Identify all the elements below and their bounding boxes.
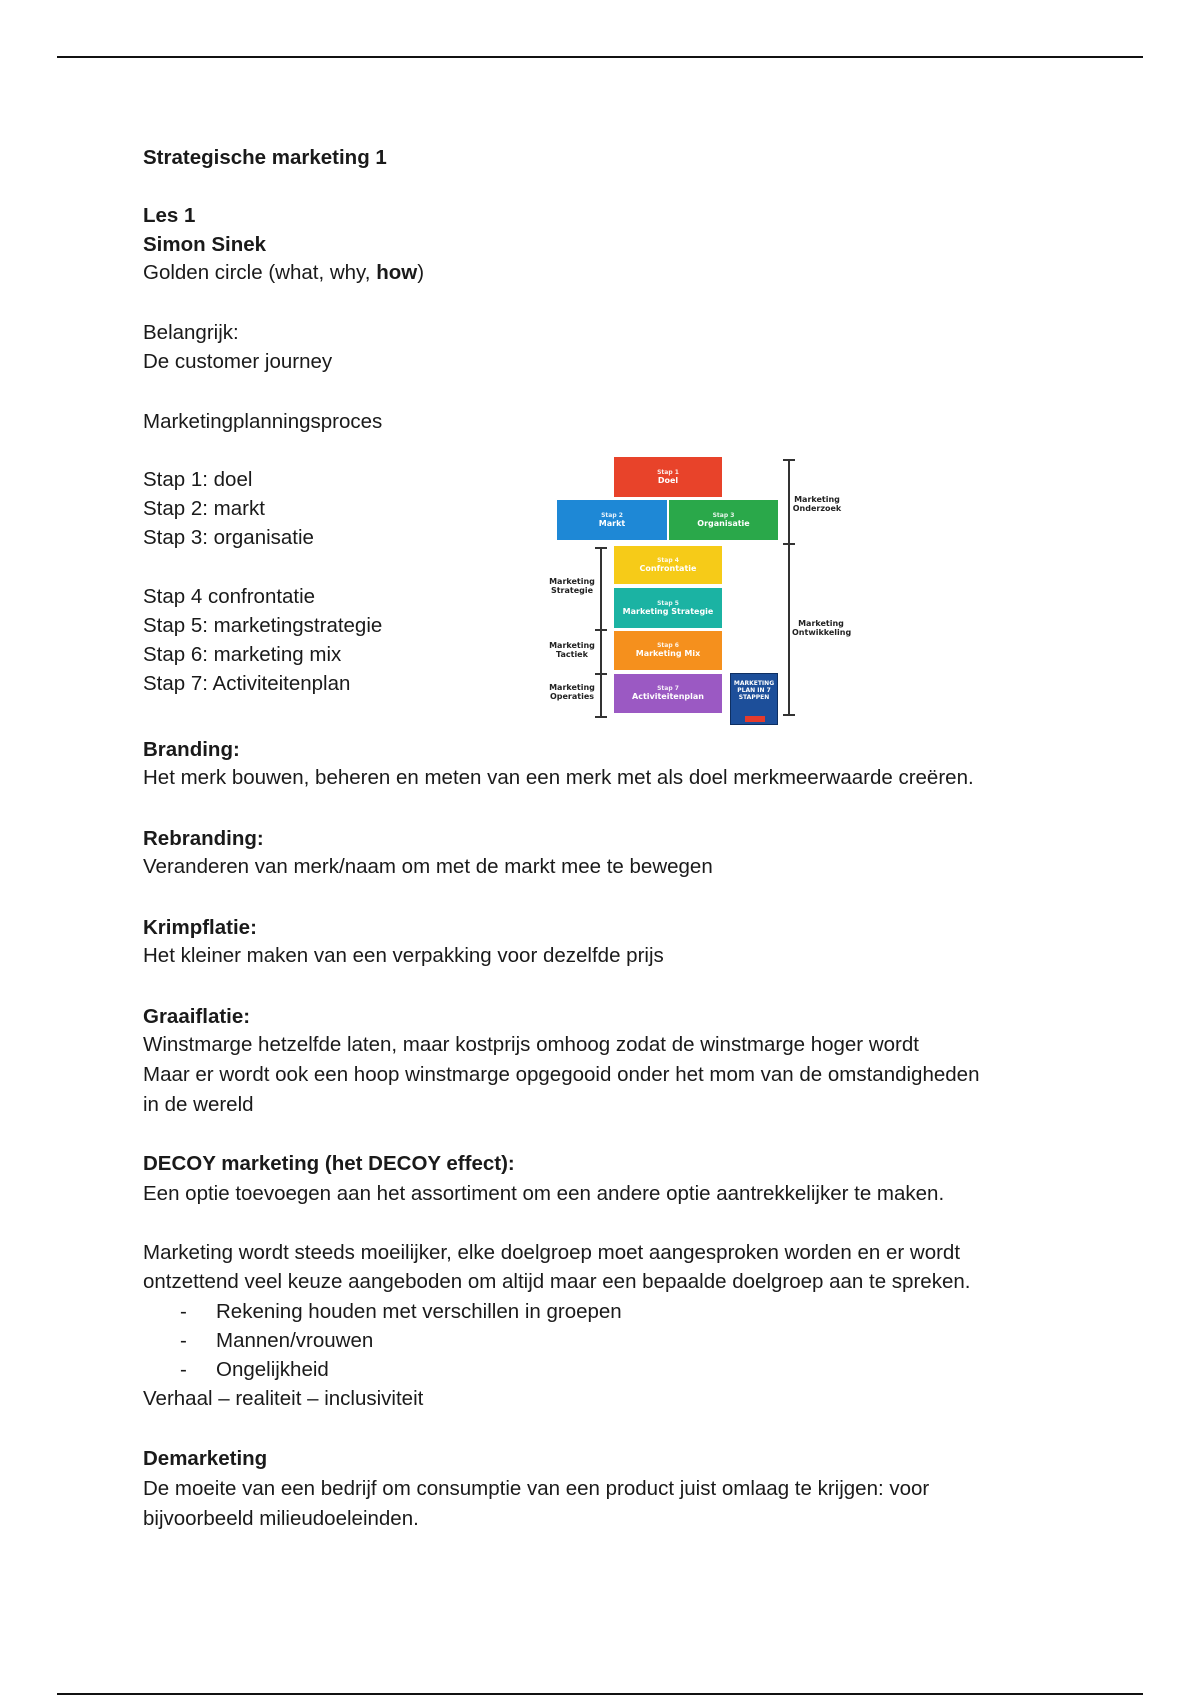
diagram-step-label: Stap 4 <box>657 556 679 564</box>
difficulty-text: ontzettend veel keuze aangeboden om altijd maar een bepaalde doelgroep aan te spreken. <box>143 1270 971 1293</box>
diagram-step-name: Activiteitenplan <box>632 692 704 701</box>
document-title: Strategische marketing 1 <box>143 146 387 169</box>
customer-journey: De customer journey <box>143 350 333 373</box>
bracket-tick <box>595 629 607 631</box>
decoy-text: Een optie toevoegen aan het assortiment om een andere optie aantrekkelijker te maken. <box>143 1182 945 1205</box>
rebranding-text: Veranderen van merk/naam om met de markt mee te bewegen <box>143 855 713 878</box>
diagram-box-markt <box>557 500 667 540</box>
step-item: Stap 6: marketing mix <box>143 643 342 666</box>
graaiflatie-text: in de wereld <box>143 1093 254 1116</box>
planning-process: Marketingplanningsproces <box>143 410 383 433</box>
important-label: Belangrijk: <box>143 321 239 344</box>
diagram-step-label: Stap 5 <box>657 599 679 607</box>
step-item: Stap 2: markt <box>143 497 265 520</box>
bottom-rule <box>57 1693 1143 1695</box>
verhaal-line: Verhaal – realiteit – inclusiviteit <box>143 1387 424 1410</box>
graaiflatie-heading: Graaiflatie: <box>143 1005 251 1028</box>
left-label-tactiek: Marketing Tactiek <box>549 641 595 659</box>
graaiflatie-text: Winstmarge hetzelfde laten, maar kostprijs omhoog zodat de winstmarge hoger wordt <box>143 1033 919 1056</box>
diagram-step-label: Stap 1 <box>657 468 679 476</box>
diagram-box-organisatie <box>669 500 778 540</box>
speaker-heading: Simon Sinek <box>143 233 267 256</box>
step-item: Stap 7: Activiteitenplan <box>143 672 351 695</box>
right-label-onderzoek: Marketing Onderzoek <box>792 495 842 513</box>
diagram-step-label: Stap 3 <box>712 511 735 519</box>
diagram-step-name: Marketing Strategie <box>622 606 714 616</box>
bullet-dash: - <box>180 1329 187 1352</box>
decoy-heading: DECOY marketing (het DECOY effect): <box>143 1152 515 1175</box>
bracket-tick <box>595 547 607 549</box>
diagram-box-activiteitenplan <box>614 674 722 713</box>
bracket-tick <box>595 673 607 675</box>
bracket-tick <box>783 459 795 461</box>
difficulty-text: Marketing wordt steeds moeilijker, elke doelgroep moet aangesproken worden en er wordt <box>143 1241 961 1264</box>
book-cover-image <box>730 673 778 725</box>
golden-circle-text: Golden circle (what, why, <box>143 261 377 284</box>
rebranding-heading: Rebranding: <box>143 827 264 850</box>
book-title: MARKETING PLAN IN 7 STAPPEN <box>733 680 775 701</box>
diagram-box-doel <box>614 457 722 497</box>
krimpflatie-text: Het kleiner maken van een verpakking voor dezelfde prijs <box>143 944 664 967</box>
book-badge <box>745 716 765 722</box>
bullet-dash: - <box>180 1358 187 1381</box>
bullet-text: Rekening houden met verschillen in groepen <box>216 1300 622 1323</box>
left-label-strategie: Marketing Strategie <box>549 577 595 595</box>
diagram-step-name: Marketing Mix <box>635 649 701 658</box>
krimpflatie-heading: Krimpflatie: <box>143 916 257 939</box>
bracket-tick <box>783 543 795 545</box>
step-item: Stap 3: organisatie <box>143 526 314 549</box>
diagram-step-label: Stap 6 <box>657 642 679 649</box>
step-item: Stap 4 confrontatie <box>143 585 316 608</box>
step-item: Stap 1: doel <box>143 468 253 491</box>
diagram-step-name: Doel <box>657 475 679 485</box>
demarketing-heading: Demarketing <box>143 1447 268 1470</box>
right-label-ontwikkeling: Marketing Ontwikkeling <box>792 619 852 637</box>
left-bracket <box>600 547 602 717</box>
diagram-box-mix <box>614 631 722 670</box>
branding-heading: Branding: <box>143 738 240 761</box>
step-item: Stap 5: marketingstrategie <box>143 614 383 637</box>
bullet-text: Mannen/vrouwen <box>216 1329 374 1352</box>
diagram-step-label: Stap 2 <box>601 511 623 519</box>
diagram-step-name: Confrontatie <box>639 563 697 573</box>
golden-circle-line <box>143 259 424 287</box>
demarketing-text: De moeite van een bedrijf om consumptie van een product juist omlaag te krijgen: voor <box>143 1477 930 1500</box>
bullet-text: Ongelijkheid <box>216 1358 329 1381</box>
golden-circle-close: ) <box>417 261 425 284</box>
graaiflatie-text: Maar er wordt ook een hoop winstmarge opgegooid onder het mom van de omstandigheden <box>143 1063 980 1086</box>
demarketing-text: bijvoorbeeld milieudoeleinden. <box>143 1507 419 1530</box>
right-bracket <box>788 459 790 715</box>
marketing-plan-diagram <box>548 455 868 730</box>
golden-circle-how: how <box>376 261 418 284</box>
bracket-tick <box>783 714 795 716</box>
branding-text: Het merk bouwen, beheren en meten van een merk met als doel merkmeerwaarde creëren. <box>143 766 974 789</box>
diagram-step-label: Stap 7 <box>657 685 679 692</box>
diagram-box-confrontatie <box>614 546 722 584</box>
top-rule <box>57 56 1143 58</box>
diagram-box-strategie <box>614 588 722 628</box>
lesson-heading: Les 1 <box>143 204 196 227</box>
left-label-operaties: Marketing Operaties <box>549 683 595 701</box>
bullet-dash: - <box>180 1300 187 1323</box>
bracket-tick <box>595 716 607 718</box>
diagram-step-name: Markt <box>598 518 626 528</box>
diagram-step-name: Organisatie <box>697 518 750 528</box>
